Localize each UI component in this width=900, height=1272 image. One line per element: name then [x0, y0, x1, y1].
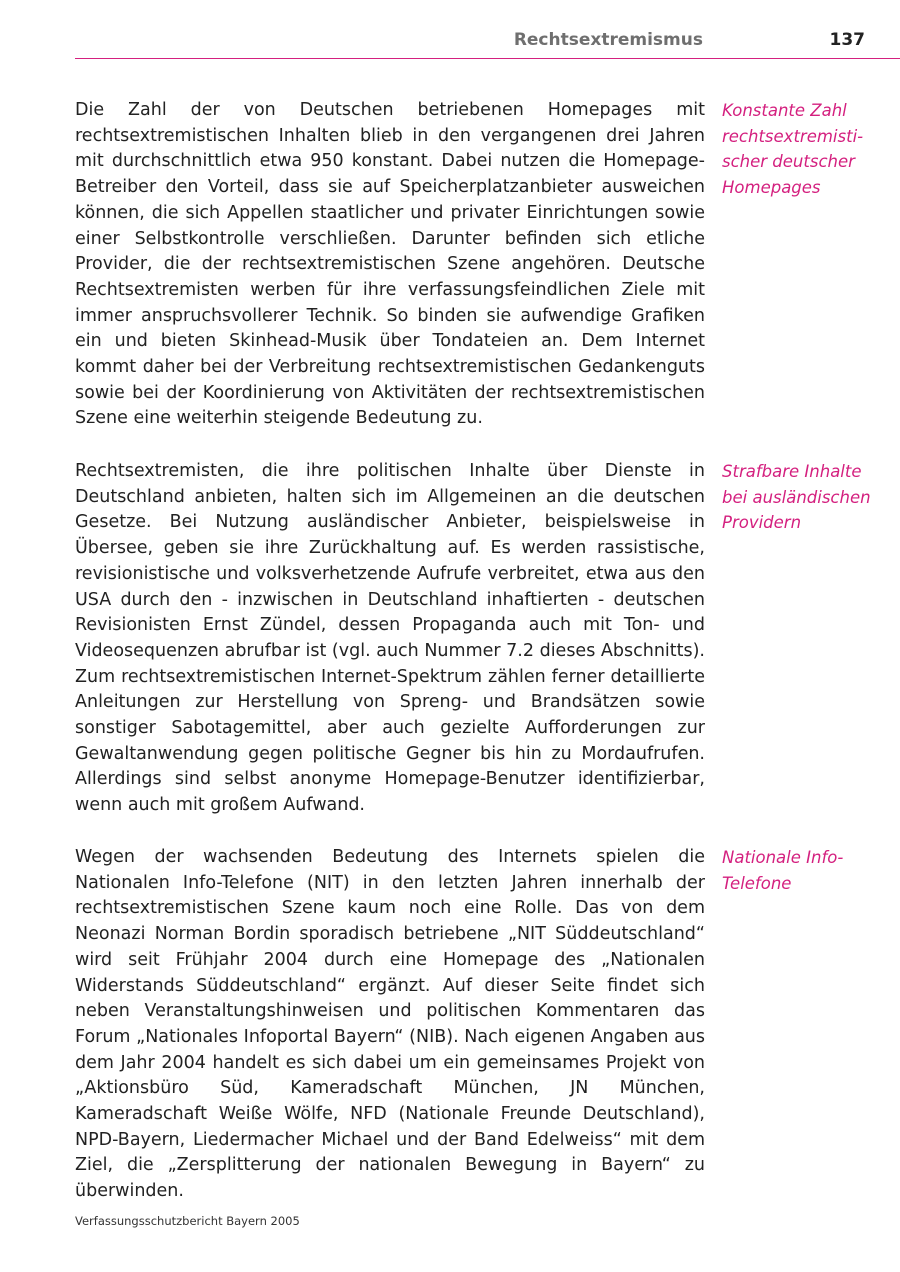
page-number: 137 [829, 30, 865, 50]
body-paragraph-foreign-providers: Rechtsextremisten, die ihre politischen Inhalte über Dienste in Deutschland anbieten, halten sich im Allgemeinen an die deutschen Gesetze. Bei Nutzung ausländischer Anbieter, beispielsweise in Übersee, geben sie ihre Zurückhaltung auf. Es werden rassistische, revisionistische und volksverhetzende Aufrufe verbreitet, etwa aus den USA durch den - inzwischen in Deutschland inhaftierten - deutschen Revisionisten Ernst Zündel, dessen Propaganda auch mit Ton- und Videosequenzen abrufbar ist (vgl. auch Nummer 7.2 dieses Abschnitts). Zum rechtsextremistischen Internet-Spektrum zählen ferner detaillierte Anleitungen zur Herstellung von Spreng- und Brandsätzen sowie sonstiger Sabotagemittel, aber auch gezielte Aufforderungen zur Gewaltanwendung gegen politische Gegner bis hin zu Mordaufrufen. Allerdings sind selbst anonyme Homepage-Benutzer identifizierbar, wenn auch mit großem Aufwand. [75, 461, 705, 816]
margin-note-homepages: Konstante Zahl rechtsextremistischer deutscher Homepages [722, 101, 864, 198]
body-paragraph-info-telephones: Wegen der wachsenden Bedeutung des Internets spielen die Nationalen Info-Telefone (NIT) in den letzten Jahren innerhalb der rechtsextremistischen Szene kaum noch eine Rolle. Das von dem Neonazi Norman Bordin sporadisch betriebene „NIT Süddeutschland“ wird seit Frühjahr 2004 durch eine Homepage des „Nationalen Widerstands Süddeutschland“ ergänzt. Auf dieser Seite findet sich neben Veranstaltungshinweisen und politischen Kommentaren das Forum „Nationales Infoportal Bayern“ (NIB). Nach eigenen Angaben aus dem Jahr 2004 handelt es sich dabei um ein gemeinsames Projekt von „Aktionsbüro Süd, Kameradschaft München, JN München, Kameradschaft Weiße Wölfe, NFD (Nationale Freunde Deutschland), NPD-Bayern, Liedermacher Michael und der Band Edelweiss“ mit dem Ziel, die „Zersplitterung der nationalen Bewegung in Bayern“ zu überwinden. [75, 847, 705, 1202]
page-header [75, 28, 900, 59]
running-section-title: Rechtsextremismus [513, 30, 703, 50]
page-footer: Verfassungsschutzbericht Bayern 2005 [75, 1214, 300, 1228]
margin-note-foreign-providers: Strafbare Inhalte bei ausländischen Providern [722, 462, 871, 533]
body-paragraph-homepages: Die Zahl der von Deutschen betriebenen Homepages mit rechtsextremistischen Inhalten blieb in den vergangenen drei Jahren mit durchschnittlich etwa 950 konstant. Dabei nutzen die Homepage-Betreiber den Vorteil, dass sie auf Speicherplatzanbieter ausweichen können, die sich Appellen staatlicher und privater Einrichtungen sowie einer Selbstkontrolle verschließen. Darunter befinden sich etliche Provider, die der rechtsextremistischen Szene angehören. Deutsche Rechtsextremisten werben für ihre verfassungsfeindlichen Ziele mit immer anspruchsvollerer Technik. So binden sie aufwendige Grafiken ein und bieten Skinhead-Musik über Tondateien an. Dem Internet kommt daher bei der Verbreitung rechtsextremistischen Gedankenguts sowie bei der Koordinierung von Aktivitäten der rechtsextremistischen Szene eine weiterhin steigende Bedeutung zu. [75, 100, 705, 429]
margin-note-info-telephones: Nationale Info-Telefone [722, 848, 844, 893]
